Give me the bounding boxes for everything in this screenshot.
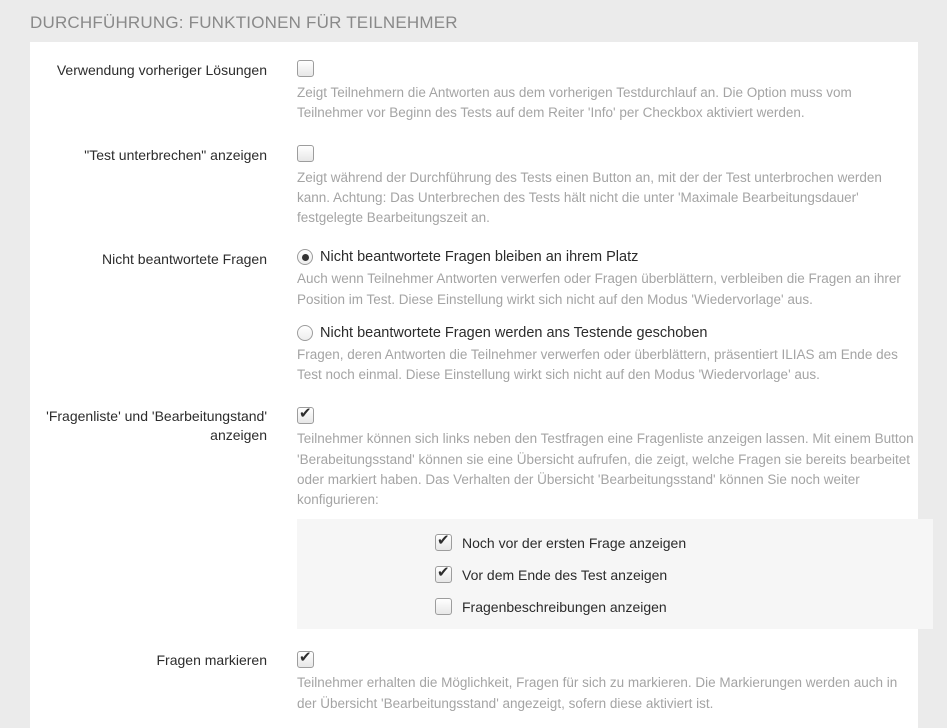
suboption-show-question-descriptions[interactable] [435, 598, 933, 615]
field-description: Zeigt Teilnehmern die Antworten aus dem vorherigen Testdurchlauf an. Die Option muss vom Teilnehmer vor Beginn des Tests auf dem Reiter 'Info' per Checkbox aktiviert werden. [297, 85, 852, 121]
suboption-checkbox[interactable] [435, 598, 452, 615]
field-label: 'Fragenliste' und 'Bearbeitungstand' anzeigen [46, 408, 267, 444]
field-control [297, 145, 903, 229]
form-row-previous-solutions [30, 60, 903, 124]
radio-option-move-to-end[interactable] [297, 325, 903, 341]
radio-option-label: Nicht beantwortete Fragen bleiben an ihrem Platz [320, 249, 639, 266]
radio-option-keep-position[interactable] [297, 249, 903, 265]
previous-solutions-checkbox[interactable] [297, 60, 314, 77]
field-control [297, 249, 903, 385]
field-label: "Test unterbrechen" anzeigen [84, 146, 267, 163]
form-row-question-list [30, 406, 914, 629]
question-list-suboptions-box [297, 519, 933, 629]
field-description: Zeigt während der Durchführung des Tests einen Button an, mit der der Test unterbrochen werden kann. Achtung: Das Unterbrechen des Tests hält nicht die unter 'Maximale Bearbeitungsdauer' festgelegte Bearbeitungszeit an. [297, 169, 882, 225]
form-row-mark-questions [30, 650, 903, 714]
field-control [297, 650, 903, 714]
field-label: Fragen markieren [156, 652, 267, 669]
mark-questions-checkbox[interactable] [297, 651, 314, 668]
suboption-label: Noch vor der ersten Frage anzeigen [462, 534, 687, 551]
form-row-suspend-test [30, 145, 903, 229]
field-control [297, 60, 903, 124]
radio-button[interactable] [297, 325, 313, 341]
suboption-checkbox[interactable] [435, 566, 452, 583]
form-row-unanswered-questions [30, 249, 903, 385]
suboption-show-before-first-question[interactable] [435, 534, 933, 551]
suboption-label: Fragenbeschreibungen anzeigen [462, 598, 667, 615]
suboption-checkbox[interactable] [435, 534, 452, 551]
section-title: DURCHFÜHRUNG: FUNKTIONEN FÜR TEILNEHMER [30, 13, 458, 32]
suboption-show-before-test-end[interactable] [435, 566, 933, 583]
question-list-checkbox[interactable] [297, 407, 314, 424]
radio-button[interactable] [297, 249, 313, 265]
field-label: Verwendung vorheriger Lösungen [56, 62, 267, 78]
suboption-label: Vor dem Ende des Test anzeigen [462, 566, 668, 583]
radio-option-label: Nicht beantwortete Fragen werden ans Testende geschoben [320, 324, 708, 341]
field-description: Teilnehmer können sich links neben den Testfragen eine Fragenliste anzeigen lassen. Mit einem Button 'Berabeitungsstand' können sie eine Übersicht aufrufen, die zeigt, welche Fragen sie bereits bearbeitet oder markiert haben. Das Verhalten der Übersicht 'Bearbeitungsstand' können Sie noch weiter konfigurieren: [297, 431, 914, 507]
field-description: Teilnehmer erhalten die Möglichkeit, Fragen für sich zu markieren. Die Markierungen werden auch in der Übersicht 'Bearbeitungsstand' angezeigt, sofern diese aktiviert ist. [297, 675, 898, 711]
field-control [297, 406, 933, 629]
radio-option-description: Auch wenn Teilnehmer Antworten verwerfen oder Fragen überblättern, verbleiben die Fragen an ihrer Position im Test. Diese Einstellung wirkt sich nicht auf den Modus 'Wiedervorlage' aus. [297, 271, 901, 307]
settings-form-panel [30, 42, 918, 728]
field-label: Nicht beantwortete Fragen [102, 251, 267, 268]
suspend-test-checkbox[interactable] [297, 145, 314, 162]
radio-option-description: Fragen, deren Antworten die Teilnehmer verwerfen oder überblättern, präsentiert ILIAS am Ende des Test noch einmal. Diese Einstellung wirkt sich nicht auf den Modus 'Wiedervorlage' aus. [297, 346, 898, 382]
